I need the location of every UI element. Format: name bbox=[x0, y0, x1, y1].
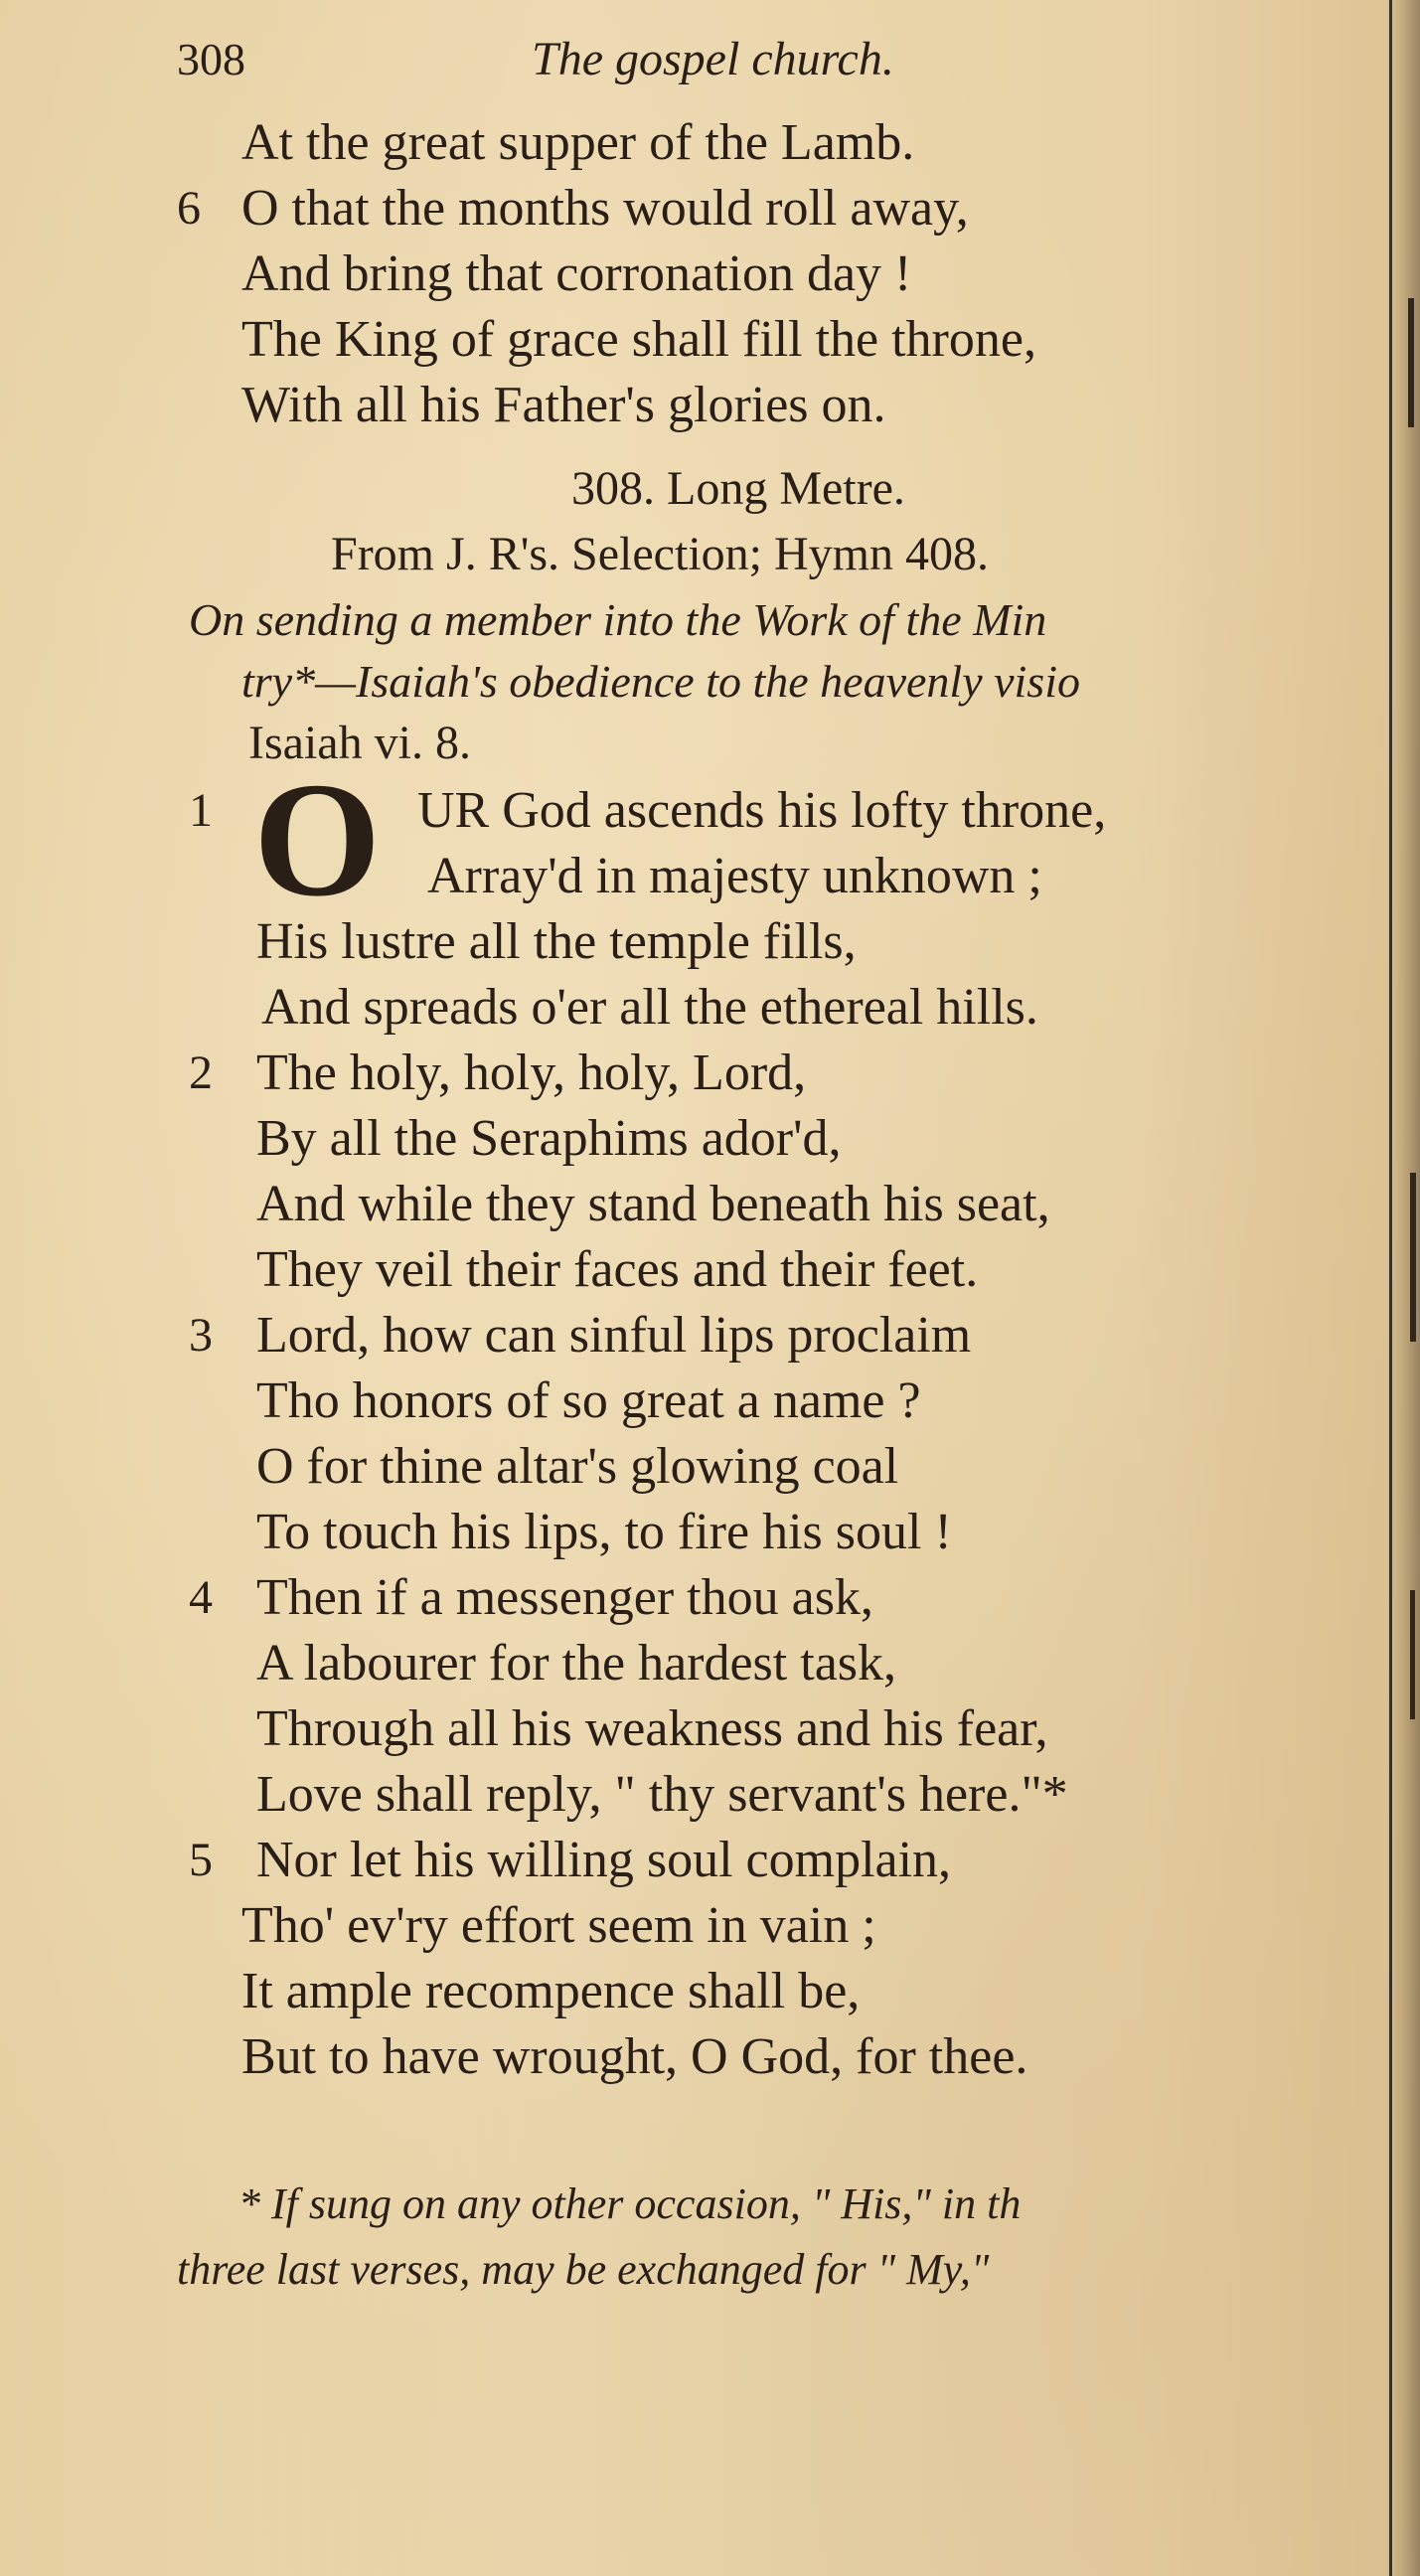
footnote-line: * If sung on any other occasion, " His," in th bbox=[238, 2179, 1022, 2228]
verse-number: 3 bbox=[189, 1309, 213, 1362]
verse-line: Then if a messenger thou ask, bbox=[256, 1569, 873, 1626]
verse-number: 1 bbox=[189, 784, 213, 837]
verse-line: Nor let his willing soul complain, bbox=[256, 1832, 952, 1888]
intro-line: And bring that corronation day ! bbox=[241, 245, 912, 302]
verse-line: Through all his weakness and his fear, bbox=[256, 1700, 1048, 1757]
verse-line: Array'd in majesty unknown ; bbox=[427, 848, 1042, 904]
verse-line: His lustre all the temple fills, bbox=[256, 913, 857, 970]
verse-number: 5 bbox=[189, 1834, 213, 1886]
hymn-source: From J. R's. Selection; Hymn 408. bbox=[331, 528, 989, 580]
hymn-heading: 308. Long Metre. bbox=[571, 462, 905, 515]
verse-line: Lord, how can sinful lips proclaim bbox=[256, 1307, 972, 1364]
footnote-line: three last verses, may be exchanged for " My," bbox=[177, 2245, 990, 2294]
verse-line: By all the Seraphims ador'd, bbox=[256, 1110, 842, 1167]
hymn-occasion: On sending a member into the Work of the Min bbox=[189, 594, 1047, 645]
page-edge-line bbox=[1389, 0, 1392, 2576]
intro-line: At the great supper of the Lamb. bbox=[241, 114, 915, 171]
verse-line: Tho' ev'ry effort seem in vain ; bbox=[241, 1897, 876, 1954]
verse-line: UR God ascends his lofty throne, bbox=[417, 782, 1107, 839]
verse-line: The holy, holy, holy, Lord, bbox=[256, 1045, 807, 1101]
page-number: 308 bbox=[177, 34, 245, 84]
intro-line: The King of grace shall fill the throne, bbox=[241, 311, 1036, 368]
scripture-reference: Isaiah vi. 8. bbox=[248, 717, 471, 769]
verse-line: To touch his lips, to fire his soul ! bbox=[256, 1504, 952, 1560]
verse-line: It ample recompence shall be, bbox=[241, 1963, 861, 2019]
intro-line: O that the months would roll away, bbox=[241, 180, 969, 237]
drop-cap: O bbox=[253, 748, 382, 930]
verse-line: A labourer for the hardest task, bbox=[256, 1635, 897, 1691]
ink-mark bbox=[1410, 1590, 1415, 1719]
verse-line: Tho honors of so great a name ? bbox=[256, 1372, 921, 1429]
running-title: The gospel church. bbox=[532, 33, 894, 85]
verse-line: Love shall reply, " thy servant's here."* bbox=[256, 1766, 1068, 1823]
verse-line: But to have wrought, O God, for thee. bbox=[241, 2028, 1028, 2085]
verse-line: And spreads o'er all the ethereal hills. bbox=[261, 979, 1038, 1036]
intro-line: With all his Father's glories on. bbox=[241, 377, 886, 433]
verse-number: 6 bbox=[177, 182, 201, 235]
verse-line: They veil their faces and their feet. bbox=[256, 1241, 979, 1298]
ink-mark bbox=[1408, 298, 1414, 427]
hymn-occasion: try*—Isaiah's obedience to the heavenly visio bbox=[241, 656, 1080, 707]
ink-mark bbox=[1410, 1173, 1416, 1342]
verse-number: 2 bbox=[189, 1046, 213, 1099]
verse-line: O for thine altar's glowing coal bbox=[256, 1438, 899, 1495]
verse-line: And while they stand beneath his seat, bbox=[256, 1176, 1050, 1232]
verse-number: 4 bbox=[189, 1571, 213, 1624]
